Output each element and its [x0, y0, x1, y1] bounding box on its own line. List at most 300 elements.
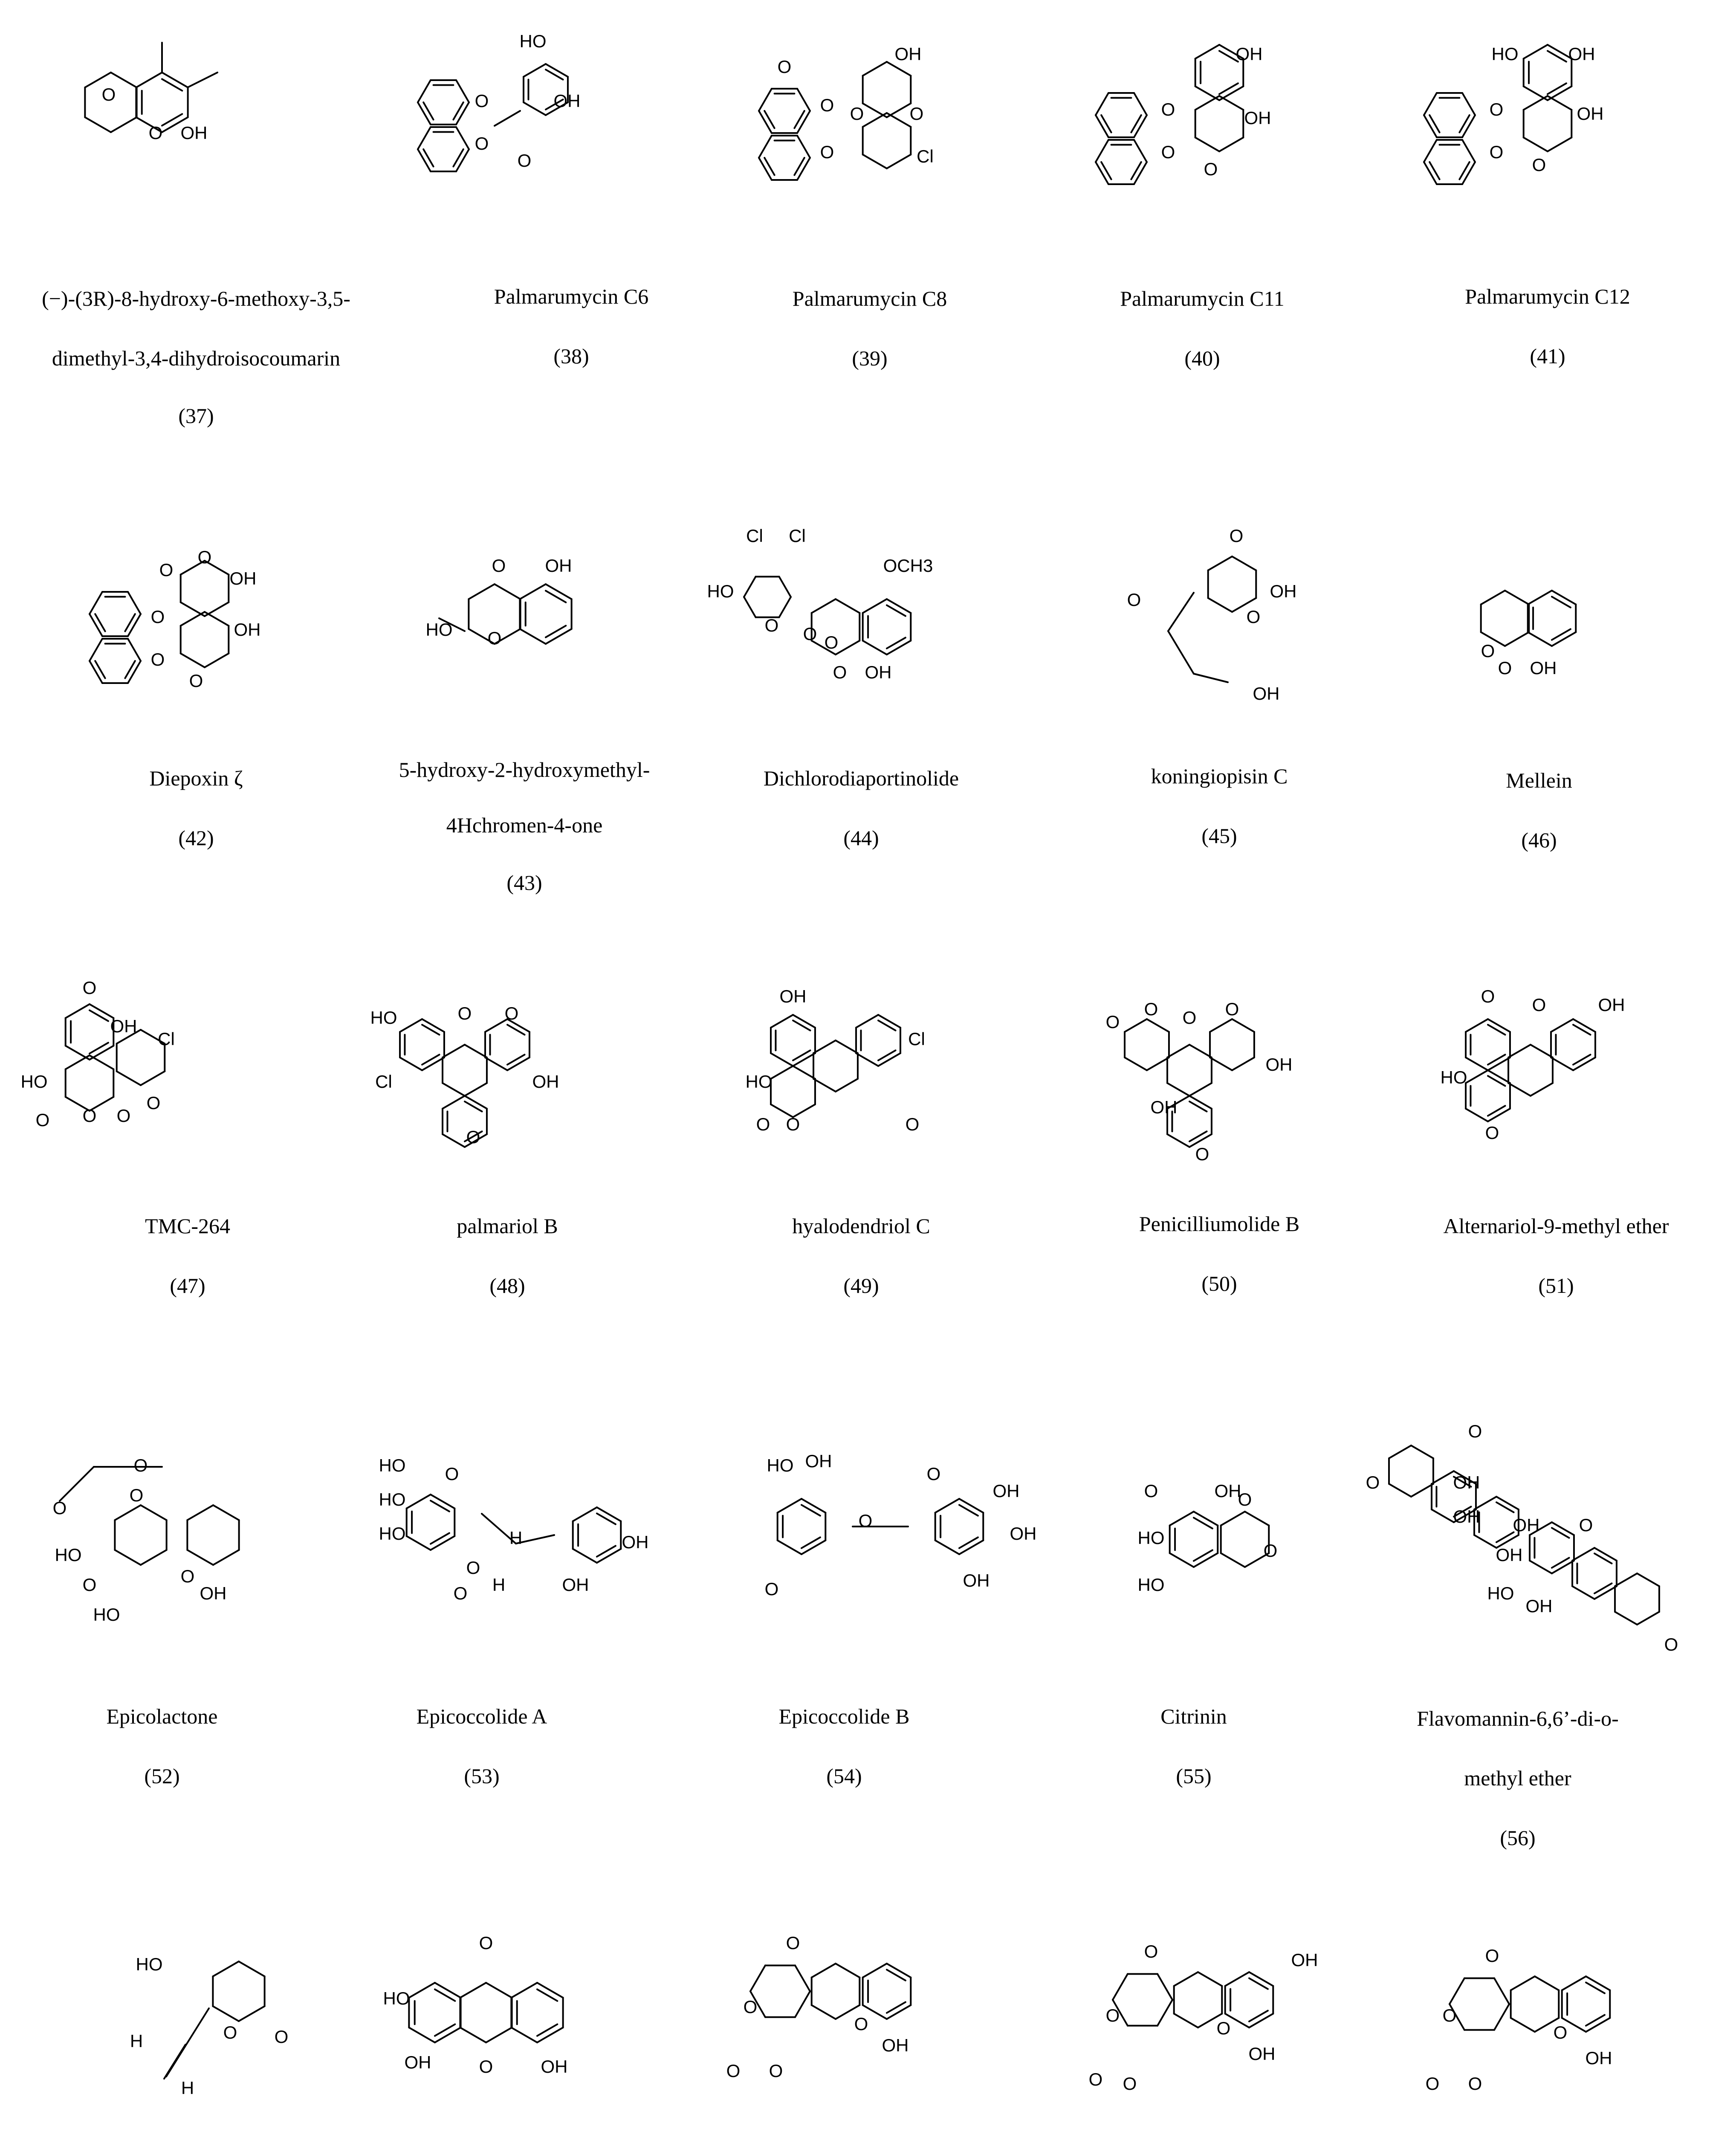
compound-label-51	[1394, 1211, 1718, 1301]
bond-line	[1194, 1550, 1212, 1561]
bond-line	[443, 1045, 465, 1057]
bond-line	[1586, 2015, 1605, 2025]
bond-line	[1189, 1045, 1212, 1057]
bond-line	[1459, 115, 1469, 133]
bond-line	[1096, 115, 1108, 137]
bond-line	[1462, 93, 1475, 115]
atom-label: O	[1238, 1489, 1252, 1510]
atom-label: O	[150, 607, 165, 627]
atom-label: OH	[1513, 1515, 1540, 1535]
atom-label: OH	[1453, 1472, 1480, 1493]
bond-line	[779, 576, 791, 597]
structure-52	[51, 1441, 315, 1646]
atom-label: O	[1225, 999, 1239, 1020]
bond-line	[435, 2028, 461, 2042]
atom-label: OH	[1496, 1545, 1523, 1565]
atom-label: OH	[1525, 1596, 1553, 1616]
structure-46	[1467, 554, 1594, 691]
bond-line	[813, 1079, 836, 1092]
bond-line	[878, 1015, 900, 1028]
bond-line	[1552, 629, 1571, 640]
bond-line	[1134, 93, 1147, 115]
bond-line	[1432, 1509, 1454, 1522]
bond-line	[1131, 115, 1141, 133]
bond-line	[1194, 674, 1228, 682]
compound-label-39	[708, 284, 1032, 373]
atom-label: O	[475, 133, 489, 154]
bond-line	[764, 158, 774, 175]
bond-line	[1496, 1532, 1514, 1542]
atom-label: O	[475, 91, 489, 111]
bond-line	[771, 1066, 793, 1079]
atom-label: OH	[1244, 108, 1271, 128]
bond-line	[1232, 556, 1256, 571]
bond-line	[1189, 1083, 1212, 1096]
structure-drawing	[1134, 1467, 1347, 1629]
bond-line	[887, 2005, 911, 2019]
compound-name: Diepoxin ζ	[149, 766, 243, 790]
bond-line	[836, 599, 859, 613]
bond-line	[836, 1079, 858, 1092]
atom-label: O	[1127, 590, 1141, 610]
bond-line	[1552, 632, 1576, 646]
bond-line	[1505, 632, 1529, 646]
bond-line	[431, 1501, 449, 1511]
bond-line	[1494, 1978, 1509, 2004]
atom-label: OH	[1270, 581, 1297, 602]
bond-line	[1167, 1134, 1189, 1147]
bond-line	[1219, 96, 1243, 110]
compound-name: Epicoccolide B	[778, 1704, 910, 1728]
bond-line	[887, 155, 911, 169]
atom-label: O	[1195, 1144, 1209, 1164]
compound-label-53	[320, 1701, 644, 1791]
bond-line	[1195, 138, 1219, 152]
bond-line	[1496, 1502, 1514, 1512]
atom-label: H	[509, 1528, 523, 1548]
bond-line	[801, 1537, 820, 1548]
bond-line	[1548, 51, 1566, 61]
atom-label: H	[181, 2078, 194, 2098]
bond-line	[213, 1505, 239, 1520]
compound-number: (40)	[1184, 346, 1220, 370]
bond-line	[1249, 2010, 1268, 2021]
bond-line	[181, 654, 205, 668]
bond-line	[959, 1499, 983, 1513]
bond-line	[407, 1536, 431, 1550]
atom-label: OH	[200, 1583, 227, 1604]
bond-line	[85, 117, 111, 132]
atom-label: O	[926, 1464, 941, 1484]
bond-line	[1552, 1561, 1574, 1573]
bond-line	[435, 1983, 461, 1998]
bond-line	[750, 1965, 765, 1991]
bond-line	[1411, 1484, 1433, 1497]
atom-label: O	[1442, 2005, 1457, 2026]
atom-label: OH	[622, 1532, 649, 1553]
compound-number: (56)	[1500, 1826, 1536, 1850]
bond-line	[1551, 1019, 1573, 1032]
bond-line	[1586, 1982, 1605, 1993]
bond-line	[128, 592, 141, 614]
bond-line	[1134, 162, 1147, 184]
compound-name: koningiopisin C	[1151, 764, 1288, 788]
structure-47	[20, 978, 213, 1160]
bond-line	[1167, 1083, 1189, 1096]
compound-name: (−)-(3R)-8-hydroxy-6-methoxy-3,5-	[42, 287, 350, 310]
atom-label: O	[743, 1997, 758, 2017]
bond-line	[863, 599, 887, 613]
bond-line	[128, 614, 141, 636]
bond-line	[213, 1961, 239, 1976]
bond-line	[95, 614, 105, 631]
structure-54	[755, 1450, 1037, 1629]
structure-58	[384, 1927, 605, 2106]
bond-line	[759, 158, 772, 180]
bond-line	[537, 2024, 557, 2036]
bond-line	[1219, 138, 1243, 152]
atom-label: HO	[745, 1072, 773, 1092]
structure-60	[1088, 1927, 1330, 2123]
bond-line	[239, 2006, 265, 2021]
bond-line	[797, 158, 810, 180]
atom-label: O	[1485, 1123, 1499, 1143]
bond-line	[95, 661, 105, 678]
bond-line	[115, 1550, 141, 1565]
atom-label: O	[52, 1498, 67, 1518]
atom-label: O	[1425, 2074, 1440, 2094]
bond-line	[187, 1505, 213, 1520]
structure-drawing	[746, 17, 942, 196]
bond-line	[1232, 1057, 1254, 1070]
bond-line	[141, 1072, 165, 1086]
bond-line	[520, 584, 546, 599]
bond-line	[188, 2008, 209, 2042]
compound-name: Epicolactone	[106, 1704, 218, 1728]
compound-label-43	[362, 755, 686, 898]
bond-line	[1474, 1535, 1496, 1548]
atom-label: HO	[383, 1988, 410, 2009]
bond-line	[443, 1083, 465, 1096]
bond-line	[597, 1549, 621, 1563]
bond-line	[1195, 96, 1219, 110]
bond-line	[1424, 93, 1437, 115]
bond-line	[486, 2028, 512, 2042]
bond-line	[795, 1965, 810, 1991]
bond-line	[469, 584, 495, 599]
compound-number: (43)	[506, 871, 542, 895]
bond-line	[812, 1964, 836, 1978]
bond-line	[1450, 1978, 1464, 2004]
structure-53	[375, 1450, 682, 1637]
bond-line	[460, 1983, 486, 1998]
bond-line	[836, 1040, 858, 1053]
bond-line	[213, 1550, 239, 1565]
bond-line	[422, 1025, 440, 1034]
atom-label: OH	[1598, 995, 1625, 1015]
structure-drawing	[1467, 554, 1594, 691]
structure-39	[746, 17, 942, 196]
bond-line	[935, 1499, 959, 1513]
bond-line	[181, 612, 205, 626]
compound-label-40	[1040, 284, 1364, 373]
bond-line	[1429, 162, 1439, 180]
bond-line	[1194, 1512, 1218, 1526]
bond-line	[863, 113, 887, 127]
bond-line	[90, 614, 102, 636]
compound-number: (46)	[1521, 828, 1557, 852]
structure-48	[371, 998, 558, 1151]
bond-line	[524, 64, 546, 77]
bond-line	[794, 158, 804, 175]
compound-label-45	[1057, 761, 1381, 851]
atom-label: O	[1485, 1946, 1499, 1966]
atom-label: OH	[1453, 1506, 1480, 1527]
atom-label: HO	[1137, 1575, 1165, 1595]
bond-line	[546, 591, 566, 602]
bond-line	[1125, 1019, 1147, 1032]
bond-line	[779, 597, 791, 617]
bond-line	[1125, 1057, 1147, 1070]
bond-line	[1586, 1976, 1610, 1990]
atom-label: OH	[779, 986, 807, 1007]
structure-59	[726, 1919, 968, 2115]
atom-label: OH	[1010, 1524, 1037, 1544]
bond-line	[162, 79, 182, 90]
compound-label-52	[0, 1701, 324, 1791]
bond-line	[935, 1541, 959, 1555]
bond-line	[486, 1983, 512, 1998]
compound-label-41	[1386, 281, 1710, 371]
atom-label: O	[159, 560, 174, 580]
compound-number: (50)	[1201, 1272, 1237, 1295]
bond-line	[887, 2002, 906, 2013]
bond-line	[422, 1057, 444, 1070]
atom-label: O	[1489, 142, 1504, 162]
bond-line	[793, 1053, 815, 1066]
atom-label: O	[1144, 999, 1158, 1020]
bond-line	[1552, 591, 1576, 605]
atom-label: OH	[545, 556, 572, 576]
bond-line	[1168, 631, 1194, 674]
structure-drawing	[371, 998, 558, 1151]
atom-label: O	[786, 1114, 800, 1135]
compound-name: Mellein	[1506, 768, 1572, 792]
compound-label-49	[699, 1211, 1023, 1301]
bond-line	[1594, 1586, 1617, 1599]
bond-line	[1488, 1076, 1505, 1086]
bond-line	[1389, 1484, 1411, 1497]
bond-line	[162, 72, 188, 87]
compound-name: Citrinin	[1160, 1704, 1227, 1728]
atom-label: O	[1498, 658, 1512, 678]
structure-drawing	[1440, 986, 1629, 1160]
atom-label: O	[777, 57, 792, 77]
atom-label: O	[479, 1933, 493, 1953]
bond-line	[1462, 162, 1475, 184]
bond-line	[1232, 1019, 1254, 1032]
bond-line	[1157, 2000, 1172, 2026]
compound-label-56	[1356, 1703, 1680, 1853]
bond-line	[1552, 1558, 1569, 1567]
bond-line	[443, 1096, 465, 1109]
compound-number: (52)	[144, 1764, 180, 1788]
bond-line	[1189, 1101, 1207, 1111]
bond-line	[1573, 1054, 1591, 1064]
bond-line	[128, 661, 141, 683]
bond-line	[495, 111, 520, 126]
bond-line	[90, 592, 102, 614]
bond-line	[1562, 1976, 1586, 1990]
structure-51	[1440, 986, 1629, 1160]
bond-line	[90, 1055, 113, 1069]
compound-label-55	[1032, 1701, 1356, 1791]
bond-line	[423, 102, 433, 120]
bond-line	[431, 1533, 449, 1544]
bond-line	[465, 1096, 487, 1109]
bond-line	[1528, 632, 1552, 646]
atom-label: Cl	[746, 526, 763, 546]
atom-label: O	[1105, 2005, 1120, 2026]
bond-line	[1221, 1512, 1245, 1526]
bond-line	[1511, 2018, 1535, 2032]
bond-line	[162, 114, 182, 125]
bond-line	[887, 637, 906, 648]
bond-line	[1466, 1070, 1488, 1083]
bond-line	[801, 1505, 820, 1515]
bond-line	[465, 1101, 482, 1111]
bond-line	[1511, 1976, 1535, 1990]
bond-line	[813, 1040, 836, 1053]
structure-drawing	[755, 1450, 1037, 1629]
atom-label: O	[764, 1579, 779, 1599]
bond-line	[1210, 1057, 1232, 1070]
bond-line	[1432, 1471, 1454, 1484]
bond-line	[959, 1505, 978, 1515]
compound-number: (47)	[170, 1274, 205, 1298]
structure-61	[1425, 1932, 1667, 2128]
bond-line	[1096, 93, 1108, 115]
atom-label: HO	[1491, 44, 1519, 64]
bond-line	[1101, 115, 1111, 133]
bond-line	[959, 1537, 978, 1548]
atom-label: O	[197, 547, 212, 568]
atom-label: O	[1468, 2074, 1482, 2094]
bond-line	[797, 89, 810, 111]
atom-label: O	[756, 1114, 770, 1135]
atom-label: O	[1216, 2018, 1231, 2039]
bond-line	[128, 639, 141, 661]
bond-line	[1101, 162, 1111, 180]
structure-drawing	[77, 529, 273, 708]
compound-label-42	[34, 763, 358, 853]
atom-label: H	[492, 1575, 506, 1595]
atom-label: O	[445, 1464, 459, 1484]
bond-line	[771, 1053, 793, 1066]
bond-line	[1594, 1583, 1612, 1593]
bond-line	[443, 1134, 465, 1147]
bond-line	[573, 1507, 597, 1521]
bond-line	[1219, 51, 1238, 61]
structure-40	[1083, 17, 1279, 196]
atom-label: O	[479, 2057, 493, 2077]
bond-line	[1552, 597, 1571, 607]
bond-line	[1552, 1528, 1569, 1538]
atom-label: O	[824, 632, 839, 653]
compound-number: (44)	[843, 826, 879, 850]
bond-line	[1548, 96, 1571, 110]
atom-label: O	[820, 142, 834, 162]
atom-label: OH	[894, 44, 922, 64]
bond-line	[1548, 138, 1571, 152]
atom-label: OH	[1265, 1054, 1293, 1075]
structure-drawing	[20, 978, 213, 1160]
atom-label: O	[1263, 1541, 1278, 1561]
atom-label: OH	[1150, 1097, 1178, 1118]
bond-line	[125, 661, 135, 678]
bond-line	[759, 111, 772, 133]
bond-line	[1496, 1497, 1519, 1509]
bond-line	[418, 149, 431, 171]
atom-label: HO	[370, 1008, 397, 1028]
bond-line	[485, 1057, 507, 1070]
bond-line	[537, 1989, 557, 2001]
atom-label: O	[1553, 2022, 1568, 2043]
compound-number: (51)	[1538, 1274, 1574, 1298]
structure-drawing	[384, 1927, 605, 2106]
bond-line	[1208, 598, 1232, 612]
atom-label: O	[1481, 641, 1495, 661]
bond-line	[887, 641, 911, 655]
atom-label: O	[786, 1933, 800, 1953]
bond-line	[90, 1043, 108, 1053]
atom-label: OH	[532, 1072, 559, 1092]
atom-label: O	[1161, 142, 1175, 162]
atom-label: O	[905, 1114, 920, 1135]
atom-label: OH	[1530, 658, 1557, 678]
bond-line	[1637, 1612, 1659, 1625]
bond-line	[1424, 140, 1437, 162]
compound-name: Dichlorodiaportinolide	[763, 766, 959, 790]
bond-line	[597, 1546, 616, 1556]
structure-drawing	[707, 520, 934, 691]
compound-name: Alternariol-9-methyl ether	[1443, 1214, 1669, 1238]
structure-drawing	[1425, 1932, 1667, 2128]
compound-name: 4Hchromen-4-one	[446, 813, 603, 837]
bond-line	[507, 1057, 529, 1070]
bond-line	[90, 639, 102, 661]
bond-line	[422, 1019, 444, 1032]
atom-label: Cl	[908, 1029, 925, 1049]
bond-line	[460, 2028, 486, 2042]
compound-name: Palmarumycin C8	[792, 287, 947, 310]
bond-line	[778, 1499, 801, 1513]
compound-name: dimethyl-3,4-dihydroisocoumarin	[52, 346, 341, 370]
atom-label: O	[101, 84, 116, 105]
bond-line	[1594, 1553, 1612, 1563]
compound-label-48	[345, 1211, 669, 1301]
atom-label: HO	[707, 581, 734, 602]
atom-label: O	[504, 1003, 519, 1024]
atom-label: O	[1579, 1515, 1593, 1535]
atom-label: O	[487, 628, 502, 649]
bond-line	[537, 2028, 563, 2042]
bond-line	[141, 1550, 167, 1565]
atom-label: O	[150, 649, 165, 670]
structure-44	[707, 520, 934, 691]
bond-line	[1488, 1057, 1510, 1070]
bond-line	[1552, 1522, 1574, 1535]
